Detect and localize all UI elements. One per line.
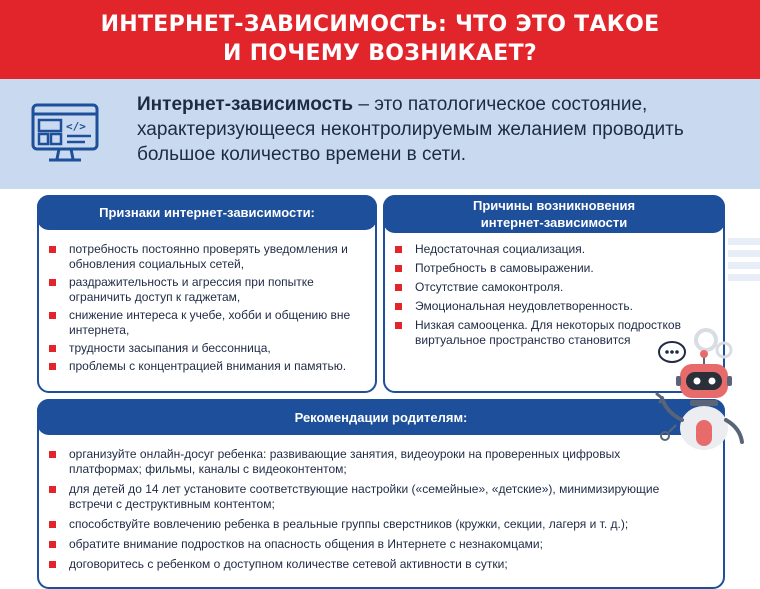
signs-item: трудности засыпания и бессонница, <box>45 341 373 356</box>
definition-section <box>0 79 760 189</box>
causes-title-line-2: интернет-зависимости <box>480 215 628 230</box>
decor-stripe <box>728 250 760 257</box>
recommendations-panel <box>37 399 725 589</box>
robot-mascot-icon <box>648 324 752 464</box>
signs-title-text: Признаки интернет-зависимости: <box>99 205 315 220</box>
signs-item: раздражительность и агрессия при попытке ограничить доступ к гаджетам, <box>45 275 373 305</box>
causes-panel-title <box>383 195 725 233</box>
recommendations-title-text: Рекомендации родителям: <box>294 409 468 425</box>
recommendations-item: организуйте онлайн-досуг ребенка: развивающие занятия, видеоуроки на проверенных цифровых платформах; фильмы, каналы с видеоконтентом; <box>45 447 685 477</box>
signs-item: проблемы с концентрацией внимания и памятью. <box>45 359 373 374</box>
causes-item: Эмоциональная неудовлетворенность. <box>391 299 711 314</box>
recommendations-item: обратите внимание подростков на опасность общения в Интернете с незнакомцами; <box>45 537 685 552</box>
header-banner <box>0 0 760 79</box>
svg-text:</>: </> <box>66 120 86 133</box>
causes-item: Отсутствие самоконтроля. <box>391 280 711 295</box>
definition-term: Интернет-зависимость <box>137 94 354 115</box>
signs-item: снижение интереса к учебе, хобби и общению вне интернета, <box>45 308 373 338</box>
causes-item: Низкая самооценка. Для некоторых подростков виртуальное пространство становится <box>391 318 711 348</box>
signs-panel <box>37 195 377 393</box>
causes-item: Потребность в самовыражении. <box>391 261 711 276</box>
recommendations-list <box>45 447 685 572</box>
computer-code-icon <box>31 103 99 165</box>
page-title-line-1: ИНТЕРНЕТ-ЗАВИСИМОСТЬ: ЧТО ЭТО ТАКОЕ <box>100 12 660 37</box>
signs-item: потребность постоянно проверять уведомления и обновления социальных сетей, <box>45 242 373 272</box>
page-title <box>0 0 760 68</box>
signs-list <box>45 242 373 374</box>
decor-stripe <box>728 262 760 269</box>
recommendations-item: способствуйте вовлечению ребенка в реальные группы сверстников (кружки, секции, лагеря и т. д.); <box>45 517 685 532</box>
definition-body: – это патологическое состояние, характеризующееся неконтролируемым желанием проводить большое количество времени в сети. <box>137 94 684 165</box>
causes-title-line-1: Причины возникновения <box>472 198 636 213</box>
causes-item: Недостаточная социализация. <box>391 242 711 257</box>
recommendations-panel-title <box>37 399 725 435</box>
decor-stripe <box>728 274 760 281</box>
page-title-line-2: И ПОЧЕМУ ВОЗНИКАЕТ? <box>223 41 537 66</box>
signs-panel-title <box>37 195 377 230</box>
recommendations-item: договоритесь с ребенком о доступном количестве сетевой активности в сутки; <box>45 557 685 572</box>
definition-text <box>137 92 747 167</box>
recommendations-item: для детей до 14 лет установите соответствующие настройки («семейные», «детские»), минимизирующие встречи с деструктивным контентом; <box>45 482 685 512</box>
decor-stripe <box>728 238 760 245</box>
